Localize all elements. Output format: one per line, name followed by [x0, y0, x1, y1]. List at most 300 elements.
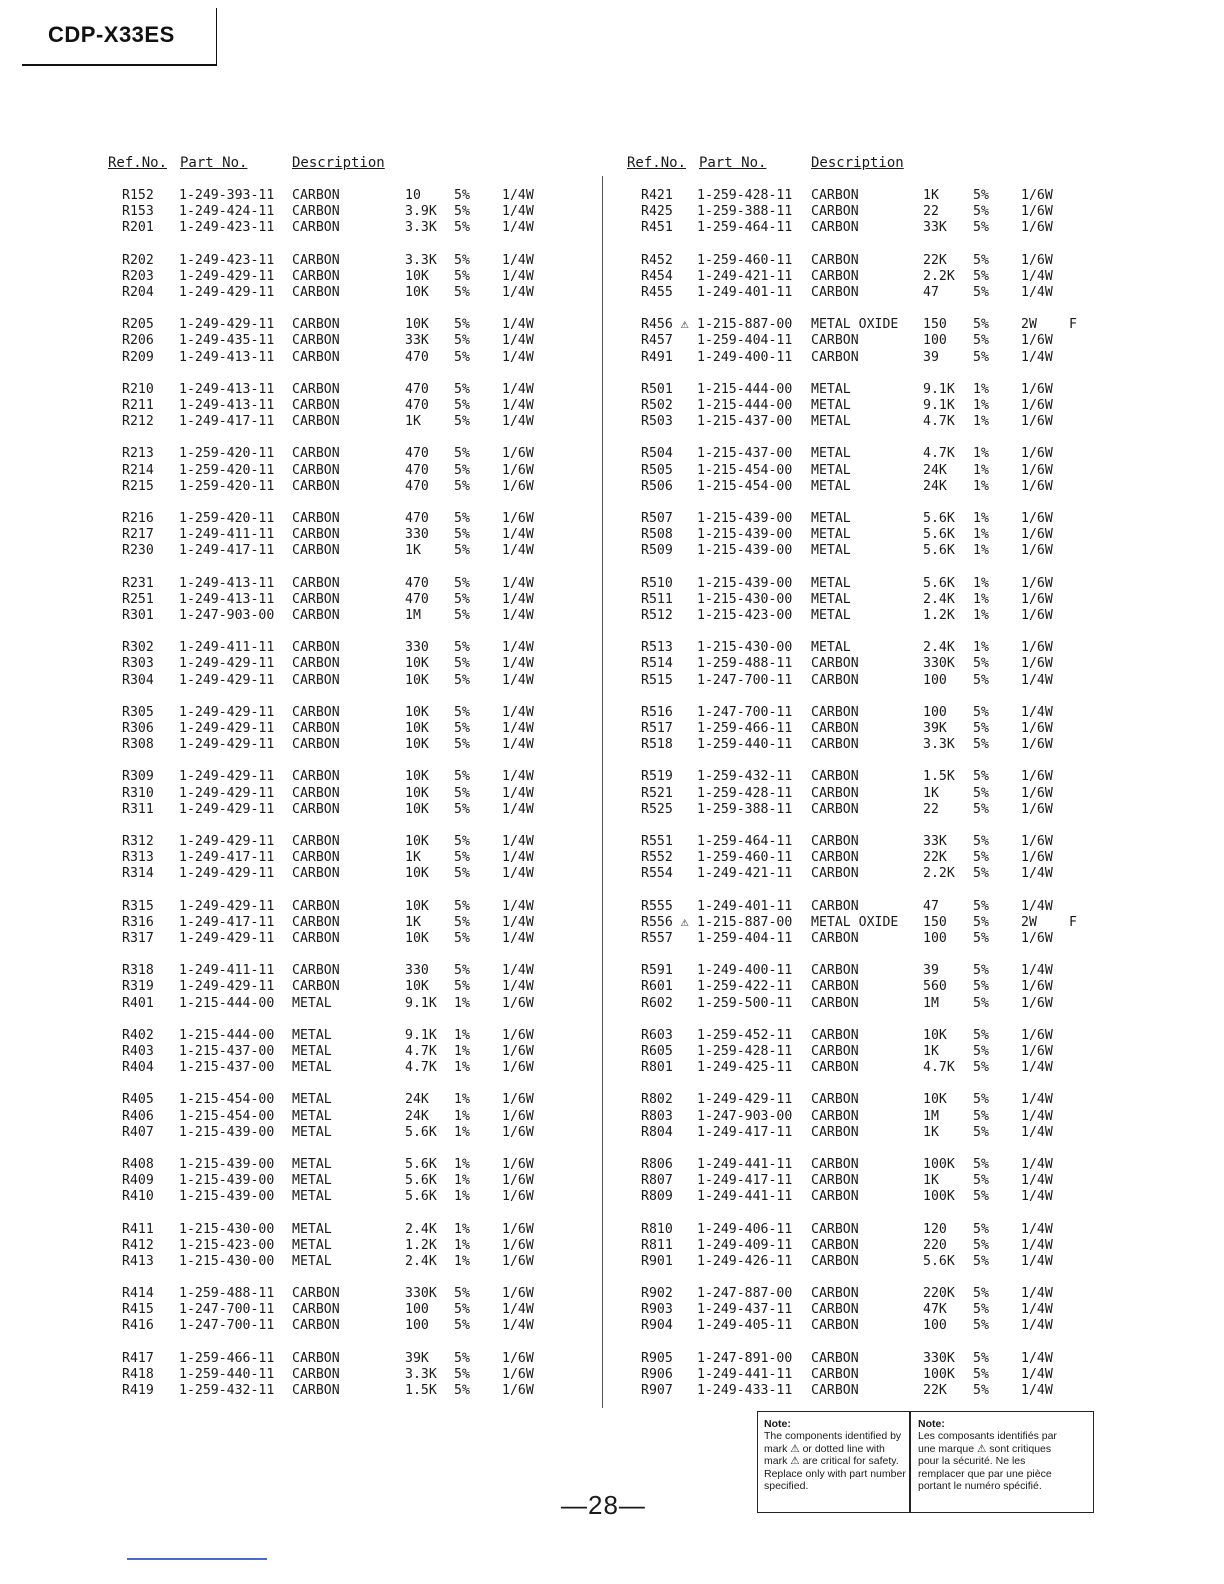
cell-val: 3.3K: [923, 737, 955, 753]
cell-desc: CARBON: [811, 1302, 859, 1318]
cell-tol: 1%: [973, 446, 989, 462]
cell-watt: 1/6W: [1021, 720, 1053, 736]
cell-desc: METAL: [811, 381, 851, 397]
cell-val: 100K: [923, 1156, 955, 1172]
cell-part: 1-247-700-11: [179, 1302, 275, 1318]
cell-val: 5.6K: [923, 543, 955, 559]
cell-mark: F: [1069, 914, 1077, 930]
cell-tol: 5%: [973, 672, 989, 688]
cell-desc: METAL: [811, 478, 851, 494]
cell-part: 1-249-426-11: [697, 1253, 793, 1269]
cell-val: 4.7K: [405, 1043, 437, 1059]
cell-part: 1-259-440-11: [179, 1366, 275, 1382]
cell-part: 1-259-440-11: [697, 737, 793, 753]
cell-val: 22: [923, 204, 939, 220]
cell-ref: R407: [122, 1124, 154, 1140]
cell-val: 39K: [923, 720, 947, 736]
header-ref-no: Ref.No.: [627, 155, 687, 171]
cell-val: 150: [923, 914, 947, 930]
cell-tol: 5%: [454, 898, 470, 914]
cell-ref: R309: [122, 769, 154, 785]
cell-part: 1-247-903-00: [179, 607, 275, 623]
cell-val: 100: [923, 333, 947, 349]
cell-watt: 1/4W: [502, 769, 534, 785]
cell-desc: CARBON: [292, 801, 340, 817]
cell-val: 10: [405, 188, 421, 203]
cell-part: 1-259-500-11: [697, 995, 793, 1011]
cell-part: 1-259-488-11: [697, 656, 793, 672]
cell-val: 330: [405, 963, 429, 979]
cell-desc: METAL: [292, 1124, 332, 1140]
cell-part: 1-249-417-11: [179, 543, 275, 559]
cell-desc: METAL: [292, 1027, 332, 1043]
cell-watt: 1/6W: [502, 995, 534, 1011]
note-english-title: Note:: [764, 1418, 791, 1430]
safety-note: [757, 1411, 1094, 1513]
cell-watt: 1/4W: [1021, 1302, 1053, 1318]
cell-val: 39K: [405, 1350, 429, 1366]
cell-watt: 1/4W: [1021, 1237, 1053, 1253]
cell-watt: 1/6W: [1021, 607, 1053, 623]
cell-ref: R414: [122, 1286, 154, 1302]
cell-part: 1-259-428-11: [697, 188, 793, 203]
cell-watt: 1/4W: [1021, 1156, 1053, 1172]
cell-tol: 5%: [454, 737, 470, 753]
cell-part: 1-259-460-11: [697, 850, 793, 866]
cell-tol: 5%: [973, 656, 989, 672]
header-divider-horizontal: [22, 64, 217, 66]
cell-desc: CARBON: [292, 268, 340, 284]
cell-tol: 5%: [454, 866, 470, 882]
cell-watt: 1/6W: [502, 1383, 534, 1399]
cell-watt: 1/6W: [1021, 995, 1053, 1011]
cell-ref: R519: [641, 769, 673, 785]
cell-desc: CARBON: [292, 220, 340, 236]
cell-watt: 1/4W: [502, 284, 534, 300]
cell-ref: R204: [122, 284, 154, 300]
cell-part: 1-249-393-11: [179, 188, 275, 203]
cell-watt: 1/6W: [502, 1027, 534, 1043]
cell-tol: 5%: [973, 704, 989, 720]
cell-desc: METAL OXIDE: [811, 317, 899, 333]
cell-val: 9.1K: [923, 397, 955, 413]
cell-desc: CARBON: [811, 1286, 859, 1302]
cell-watt: 1/4W: [1021, 963, 1053, 979]
cell-ref: R152: [122, 188, 154, 203]
cell-ref: R421: [641, 188, 673, 203]
cell-tol: 1%: [454, 1189, 470, 1205]
cell-desc: CARBON: [292, 510, 340, 526]
cell-val: 10K: [405, 898, 429, 914]
header-divider-vertical: [216, 8, 217, 64]
column-divider: [602, 176, 603, 1408]
cell-tol: 5%: [454, 462, 470, 478]
cell-val: 4.7K: [405, 1060, 437, 1076]
cell-part: 1-215-454-00: [179, 1108, 275, 1124]
cell-part: 1-249-433-11: [697, 1383, 793, 1399]
cell-ref: R406: [122, 1108, 154, 1124]
cell-ref: R404: [122, 1060, 154, 1076]
cell-part: 1-259-404-11: [697, 333, 793, 349]
cell-val: 10K: [405, 801, 429, 817]
cell-watt: 1/6W: [1021, 252, 1053, 268]
cell-tol: 5%: [454, 446, 470, 462]
cell-tol: 1%: [973, 381, 989, 397]
cell-ref: R552: [641, 850, 673, 866]
cell-watt: 1/6W: [502, 1092, 534, 1108]
cell-part: 1-247-887-00: [697, 1286, 793, 1302]
cell-watt: 1/6W: [1021, 801, 1053, 817]
cell-val: 47K: [923, 1302, 947, 1318]
cell-ref: R902: [641, 1286, 673, 1302]
cell-val: 4.7K: [923, 1060, 955, 1076]
cell-desc: CARBON: [292, 640, 340, 656]
cell-val: 1K: [923, 1173, 939, 1189]
cell-part: 1-215-430-00: [179, 1253, 275, 1269]
cell-val: 5.6K: [923, 527, 955, 543]
cell-desc: CARBON: [811, 850, 859, 866]
cell-watt: 1/4W: [1021, 866, 1053, 882]
cell-ref: R457: [641, 333, 673, 349]
cell-ref: R510: [641, 575, 673, 591]
cell-ref: R809: [641, 1189, 673, 1205]
cell-desc: CARBON: [292, 1286, 340, 1302]
cell-part: 1-249-413-11: [179, 397, 275, 413]
cell-ref: R511: [641, 591, 673, 607]
header-ref-no: Ref.No.: [108, 155, 168, 171]
cell-desc: CARBON: [811, 930, 859, 946]
cell-ref: R906: [641, 1366, 673, 1382]
cell-tol: 1%: [973, 640, 989, 656]
cell-val: 2.4K: [405, 1221, 437, 1237]
cell-val: 100: [405, 1302, 429, 1318]
cell-tol: 5%: [454, 220, 470, 236]
cell-desc: CARBON: [811, 1366, 859, 1382]
cell-tol: 5%: [454, 317, 470, 333]
cell-watt: 1/6W: [1021, 656, 1053, 672]
cell-desc: CARBON: [811, 1092, 859, 1108]
cell-watt: 1/4W: [1021, 284, 1053, 300]
cell-part: 1-249-429-11: [179, 769, 275, 785]
cell-watt: 1/6W: [1021, 446, 1053, 462]
cell-watt: 1/4W: [502, 656, 534, 672]
cell-tol: 5%: [454, 1350, 470, 1366]
cell-watt: 1/6W: [1021, 850, 1053, 866]
cell-desc: CARBON: [292, 543, 340, 559]
header-description: Description: [292, 155, 385, 171]
cell-val: 10K: [405, 317, 429, 333]
cell-ref: R318: [122, 963, 154, 979]
cell-watt: 1/4W: [502, 333, 534, 349]
cell-watt: 1/4W: [502, 188, 534, 203]
header-part-no: Part No.: [180, 155, 248, 171]
cell-tol: 5%: [454, 1302, 470, 1318]
cell-watt: 1/4W: [502, 1302, 534, 1318]
cell-val: 1.5K: [405, 1383, 437, 1399]
cell-watt: 1/4W: [1021, 268, 1053, 284]
cell-val: 100: [923, 704, 947, 720]
cell-desc: CARBON: [811, 720, 859, 736]
cell-part: 1-249-417-11: [179, 414, 275, 430]
cell-part: 1-215-887-00: [697, 317, 793, 333]
cell-part: 1-247-903-00: [697, 1108, 793, 1124]
cell-part: 1-249-406-11: [697, 1221, 793, 1237]
cell-part: 1-249-424-11: [179, 204, 275, 220]
cell-tol: 1%: [973, 575, 989, 591]
cell-desc: CARBON: [811, 220, 859, 236]
cell-ref: R205: [122, 317, 154, 333]
cell-desc: CARBON: [292, 656, 340, 672]
cell-part: 1-249-423-11: [179, 220, 275, 236]
cell-ref: R316: [122, 914, 154, 930]
cell-val: 2.4K: [923, 640, 955, 656]
cell-ref: R517: [641, 720, 673, 736]
cell-watt: 1/4W: [502, 801, 534, 817]
cell-ref: R408: [122, 1156, 154, 1172]
cell-desc: CARBON: [811, 1383, 859, 1399]
cell-desc: CARBON: [811, 1027, 859, 1043]
cell-val: 5.6K: [405, 1189, 437, 1205]
cell-val: 10K: [405, 866, 429, 882]
cell-ref: R502: [641, 397, 673, 413]
cell-watt: 1/6W: [1021, 543, 1053, 559]
cell-part: 1-249-437-11: [697, 1302, 793, 1318]
cell-watt: 1/6W: [502, 462, 534, 478]
cell-part: 1-249-417-11: [697, 1124, 793, 1140]
cell-part: 1-215-423-00: [179, 1237, 275, 1253]
cell-part: 1-249-429-11: [179, 898, 275, 914]
cell-ref: R402: [122, 1027, 154, 1043]
cell-watt: 1/6W: [502, 1221, 534, 1237]
cell-val: 22: [923, 801, 939, 817]
cell-watt: 1/4W: [502, 268, 534, 284]
cell-part: 1-249-441-11: [697, 1156, 793, 1172]
cell-ref: R310: [122, 785, 154, 801]
cell-part: 1-215-444-00: [697, 381, 793, 397]
cell-desc: CARBON: [292, 591, 340, 607]
cell-ref: R425: [641, 204, 673, 220]
cell-ref: R201: [122, 220, 154, 236]
cell-val: 1K: [405, 414, 421, 430]
cell-val: 47: [923, 898, 939, 914]
cell-ref: R591: [641, 963, 673, 979]
cell-part: 1-249-417-11: [179, 914, 275, 930]
note-english-text: The components identified by mark ⚠ or dotted line with mark ⚠ are critical for safety. Replace only with part number specified.: [764, 1430, 906, 1493]
cell-ref: R319: [122, 979, 154, 995]
cell-part: 1-259-466-11: [179, 1350, 275, 1366]
cell-desc: METAL: [811, 591, 851, 607]
cell-ref: R503: [641, 414, 673, 430]
cell-val: 470: [405, 397, 429, 413]
cell-watt: 1/4W: [502, 591, 534, 607]
cell-part: 1-247-891-00: [697, 1350, 793, 1366]
cell-val: 150: [923, 317, 947, 333]
cell-desc: CARBON: [292, 866, 340, 882]
cell-ref: R810: [641, 1221, 673, 1237]
cell-val: 9.1K: [405, 1027, 437, 1043]
cell-desc: CARBON: [811, 1060, 859, 1076]
cell-tol: 5%: [454, 333, 470, 349]
cell-val: 5.6K: [405, 1124, 437, 1140]
cell-tol: 5%: [973, 769, 989, 785]
cell-watt: 1/6W: [1021, 510, 1053, 526]
cell-tol: 5%: [454, 414, 470, 430]
cell-watt: 1/6W: [1021, 414, 1053, 430]
cell-desc: CARBON: [811, 333, 859, 349]
cell-desc: CARBON: [811, 1156, 859, 1172]
cell-part: 1-249-400-11: [697, 349, 793, 365]
cell-val: 47: [923, 284, 939, 300]
cell-tol: 5%: [454, 1318, 470, 1334]
cell-tol: 5%: [454, 204, 470, 220]
cell-ref: R251: [122, 591, 154, 607]
cell-val: 10K: [405, 769, 429, 785]
cell-tol: 5%: [973, 930, 989, 946]
cell-ref: R312: [122, 833, 154, 849]
cell-tol: 5%: [973, 1156, 989, 1172]
cell-val: 1K: [405, 914, 421, 930]
cell-part: 1-215-454-00: [697, 462, 793, 478]
cell-desc: METAL: [811, 543, 851, 559]
cell-desc: CARBON: [811, 204, 859, 220]
cell-desc: CARBON: [292, 1350, 340, 1366]
cell-watt: 1/6W: [1021, 575, 1053, 591]
cell-val: 220K: [923, 1286, 955, 1302]
cell-mark: F: [1069, 317, 1077, 333]
cell-tol: 5%: [973, 914, 989, 930]
cell-watt: 1/6W: [502, 1286, 534, 1302]
cell-watt: 1/4W: [502, 963, 534, 979]
cell-part: 1-249-429-11: [697, 1092, 793, 1108]
cell-watt: 1/4W: [1021, 1189, 1053, 1205]
cell-watt: 1/4W: [502, 575, 534, 591]
cell-val: 100: [405, 1318, 429, 1334]
cell-tol: 1%: [454, 1156, 470, 1172]
cell-desc: METAL: [292, 1221, 332, 1237]
cell-tol: 5%: [973, 204, 989, 220]
cell-part: 1-215-439-00: [179, 1156, 275, 1172]
cell-val: 22K: [923, 252, 947, 268]
cell-desc: METAL: [292, 1253, 332, 1269]
cell-desc: METAL: [292, 995, 332, 1011]
cell-ref: R601: [641, 979, 673, 995]
cell-ref: R554: [641, 866, 673, 882]
cell-part: 1-247-700-11: [697, 672, 793, 688]
cell-ref: R317: [122, 930, 154, 946]
cell-val: 10K: [405, 672, 429, 688]
cell-desc: CARBON: [292, 575, 340, 591]
cell-part: 1-259-420-11: [179, 462, 275, 478]
cell-ref: R905: [641, 1350, 673, 1366]
cell-val: 5.6K: [923, 575, 955, 591]
cell-desc: CARBON: [292, 188, 340, 203]
cell-part: 1-249-435-11: [179, 333, 275, 349]
cell-val: 3.9K: [405, 204, 437, 220]
cell-watt: 1/4W: [502, 414, 534, 430]
cell-tol: 5%: [454, 704, 470, 720]
cell-watt: 1/6W: [1021, 333, 1053, 349]
cell-ref: R231: [122, 575, 154, 591]
cell-watt: 1/4W: [502, 204, 534, 220]
cell-part: 1-249-429-11: [179, 979, 275, 995]
cell-tol: 5%: [454, 720, 470, 736]
cell-tol: 5%: [454, 769, 470, 785]
cell-tol: 5%: [973, 1302, 989, 1318]
cell-watt: 1/4W: [1021, 672, 1053, 688]
cell-watt: 2W: [1021, 914, 1037, 930]
cell-ref: R153: [122, 204, 154, 220]
cell-desc: CARBON: [811, 1350, 859, 1366]
cell-desc: CARBON: [292, 850, 340, 866]
cell-ref: R802: [641, 1092, 673, 1108]
cell-part: 1-259-452-11: [697, 1027, 793, 1043]
cell-val: 24K: [405, 1092, 429, 1108]
cell-val: 470: [405, 381, 429, 397]
cell-watt: 1/6W: [1021, 381, 1053, 397]
cell-part: 1-249-401-11: [697, 898, 793, 914]
cell-tol: 5%: [973, 268, 989, 284]
cell-watt: 1/4W: [1021, 1366, 1053, 1382]
cell-watt: 1/4W: [502, 704, 534, 720]
cell-desc: CARBON: [292, 737, 340, 753]
cell-tol: 5%: [973, 1189, 989, 1205]
cell-desc: CARBON: [811, 979, 859, 995]
cell-ref: R303: [122, 656, 154, 672]
cell-desc: CARBON: [292, 446, 340, 462]
model-title: CDP-X33ES: [48, 22, 175, 47]
cell-ref: R210: [122, 381, 154, 397]
cell-tol: 1%: [454, 1173, 470, 1189]
cell-tol: 5%: [454, 850, 470, 866]
cell-tol: 5%: [973, 1043, 989, 1059]
cell-desc: CARBON: [811, 349, 859, 365]
cell-watt: 1/4W: [1021, 1318, 1053, 1334]
cell-ref: R555: [641, 898, 673, 914]
cell-val: 5.6K: [923, 510, 955, 526]
cell-val: 39: [923, 963, 939, 979]
cell-part: 1-259-404-11: [697, 930, 793, 946]
cell-ref: R301: [122, 607, 154, 623]
cell-part: 1-249-429-11: [179, 656, 275, 672]
cell-part: 1-249-413-11: [179, 591, 275, 607]
cell-desc: CARBON: [292, 317, 340, 333]
cell-desc: CARBON: [811, 785, 859, 801]
cell-part: 1-215-444-00: [697, 397, 793, 413]
cell-part: 1-249-417-11: [697, 1173, 793, 1189]
cell-watt: 1/6W: [502, 478, 534, 494]
cell-watt: 1/6W: [1021, 397, 1053, 413]
cell-ref: R417: [122, 1350, 154, 1366]
cell-val: 1M: [923, 995, 939, 1011]
cell-val: 2.2K: [923, 268, 955, 284]
cell-tol: 5%: [973, 252, 989, 268]
cell-part: 1-215-439-00: [179, 1173, 275, 1189]
cell-part: 1-259-388-11: [697, 204, 793, 220]
cell-val: 470: [405, 510, 429, 526]
cell-val: 220: [923, 1237, 947, 1253]
cell-ref: R803: [641, 1108, 673, 1124]
cell-val: 33K: [405, 333, 429, 349]
cell-part: 1-215-444-00: [179, 995, 275, 1011]
cell-desc: CARBON: [292, 769, 340, 785]
cell-tol: 5%: [973, 720, 989, 736]
cell-ref: R518: [641, 737, 673, 753]
cell-part: 1-249-423-11: [179, 252, 275, 268]
cell-watt: 1/6W: [1021, 220, 1053, 236]
cell-watt: 1/6W: [1021, 737, 1053, 753]
cell-val: 5.6K: [405, 1156, 437, 1172]
cell-val: 2.4K: [923, 591, 955, 607]
